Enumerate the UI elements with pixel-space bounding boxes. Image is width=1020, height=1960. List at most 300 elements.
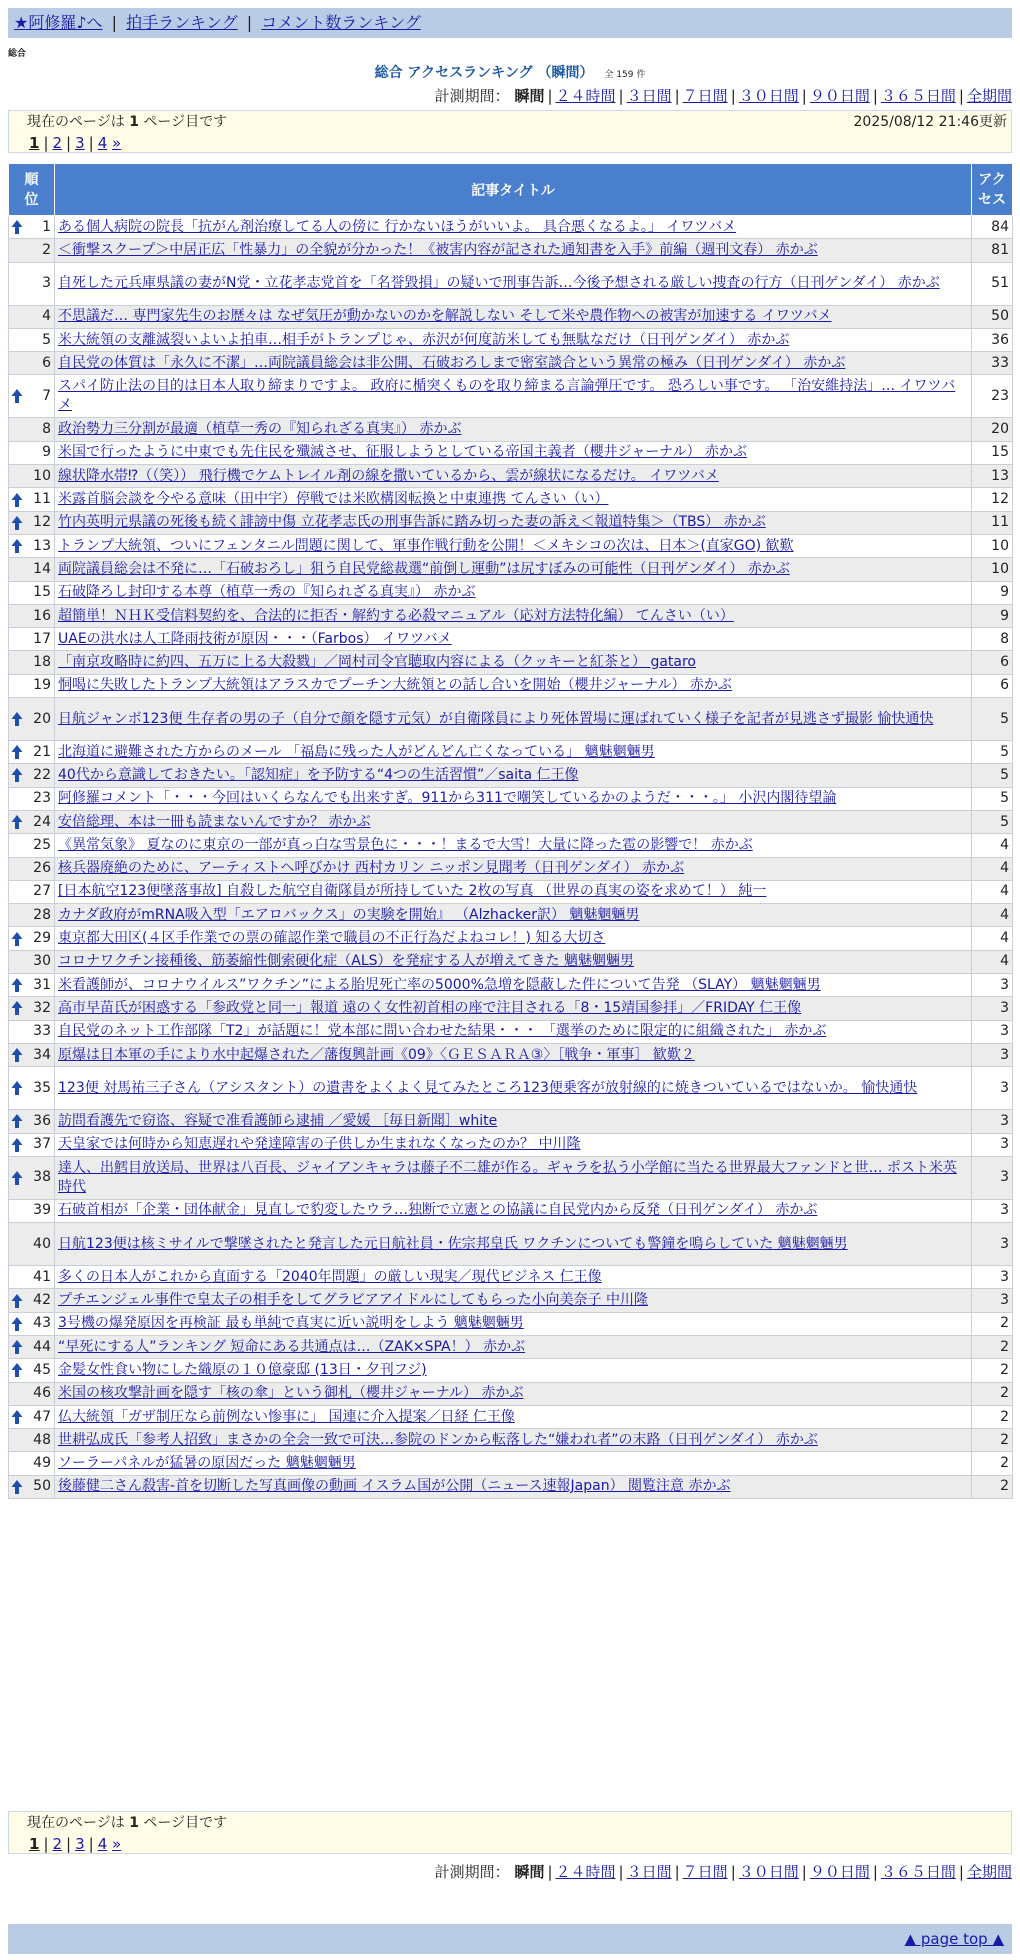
rank-up-arrow-icon bbox=[11, 977, 23, 993]
article-link[interactable]: ソーラーパネルが猛暑の原因だった 魑魅魍魎男 bbox=[58, 1455, 356, 1472]
title-cell bbox=[55, 674, 972, 697]
title-cell bbox=[55, 305, 972, 328]
article-link[interactable]: 東京都大田区(４区手作業での票の確認作業で職員の不正行為だよねコレ！) 知る大切さ bbox=[58, 930, 606, 947]
rank-number: 7 bbox=[42, 387, 51, 404]
access-count: 23 bbox=[972, 375, 1013, 418]
ranking-body bbox=[9, 216, 1013, 1499]
rank-number: 10 bbox=[33, 467, 51, 484]
title-cell bbox=[55, 1359, 972, 1382]
rank-cell bbox=[9, 651, 55, 674]
article-link[interactable]: 超簡単！ＮＨＫ受信料契約を、合法的に拒否・解約する必殺マニュアル（応対方法特化編） てんさい（い） bbox=[58, 607, 734, 624]
access-count: 5 bbox=[972, 741, 1013, 764]
period-separator: | bbox=[674, 1863, 680, 1881]
period-link[interactable]: ３６５日間 bbox=[880, 1863, 956, 1881]
rank-number: 34 bbox=[33, 1046, 51, 1063]
rank-cell bbox=[9, 1382, 55, 1405]
page-top-link[interactable]: ▲ page top ▲ bbox=[904, 1930, 1004, 1948]
table-row bbox=[9, 488, 1013, 511]
table-row bbox=[9, 1359, 1013, 1382]
access-count: 2 bbox=[972, 1475, 1013, 1498]
rank-up-arrow-icon bbox=[11, 1000, 23, 1016]
period-link[interactable]: 全期間 bbox=[966, 1863, 1012, 1881]
title-cell bbox=[55, 628, 972, 651]
article-link[interactable]: 線状降水帯⁉（（笑）） 飛行機でケムトレイル剤の線を撒いているから、雲が線状になるだけ。 イワツバメ bbox=[58, 467, 719, 484]
rank-cell bbox=[9, 1335, 55, 1358]
rank-cell bbox=[9, 558, 55, 581]
rank-number: 13 bbox=[33, 537, 51, 554]
rank-number: 37 bbox=[33, 1136, 51, 1153]
access-count: 3 bbox=[972, 1223, 1013, 1266]
period-link[interactable]: ９０日間 bbox=[809, 1863, 870, 1881]
article-link[interactable]: 米国の核攻撃計画を隠す「核の傘」という御札（櫻井ジャーナル） 赤かぶ bbox=[58, 1385, 524, 1402]
rank-number: 33 bbox=[33, 1023, 51, 1040]
table-row bbox=[9, 927, 1013, 950]
article-link[interactable]: 達人、出鱈目放送局、世界は八百長、ジャイアンキャラは藤子不二雄が作る。ギャラを払う小学館に当たる世界最大ファンドと世… ポスト米英時代 bbox=[58, 1159, 957, 1195]
title-cell bbox=[55, 375, 972, 418]
pager-next-link[interactable]: » bbox=[112, 134, 122, 152]
rank-number: 25 bbox=[33, 836, 51, 853]
rank-cell bbox=[9, 352, 55, 375]
rank-number: 3 bbox=[42, 275, 51, 292]
rank-cell bbox=[9, 904, 55, 927]
article-link[interactable]: 不思議だ… 専門家先生のお歴々は なぜ気圧が動かないのかを解説しない そして米や農作物への被害が加速する イワツバメ bbox=[58, 308, 832, 325]
article-link[interactable]: 米看護師が、コロナウイルス”ワクチン”による胎児死亡率の5000%急増を隠蔽した件について告発 （SLAY） 魑魅魍魎男 bbox=[58, 976, 821, 993]
table-row bbox=[9, 1289, 1013, 1312]
pager-current-page: 1 bbox=[29, 1835, 40, 1853]
period-separator: | bbox=[872, 87, 878, 105]
table-row bbox=[9, 604, 1013, 627]
current-page-text: 現在のページは 1 ページ目です bbox=[27, 114, 228, 130]
table-row bbox=[9, 628, 1013, 651]
table-row bbox=[9, 904, 1013, 927]
period-link[interactable]: ３日間 bbox=[626, 1863, 672, 1881]
period-label: 計測期間： bbox=[434, 87, 510, 105]
rank-number: 19 bbox=[33, 677, 51, 694]
rank-number: 8 bbox=[42, 421, 51, 438]
rank-number: 46 bbox=[33, 1385, 51, 1402]
pager-page-link[interactable]: 3 bbox=[75, 134, 85, 152]
period-link[interactable]: ３０日間 bbox=[738, 1863, 799, 1881]
title-cell bbox=[55, 904, 972, 927]
title-cell bbox=[55, 810, 972, 833]
period-link[interactable]: ３日間 bbox=[626, 87, 672, 105]
table-row bbox=[9, 352, 1013, 375]
title-cell bbox=[55, 741, 972, 764]
pager-separator: | bbox=[43, 134, 49, 152]
rank-cell bbox=[9, 262, 55, 305]
rank-number: 17 bbox=[33, 630, 51, 647]
table-row bbox=[9, 1475, 1013, 1498]
applause-ranking-link[interactable]: 拍手ランキング bbox=[126, 13, 238, 32]
article-link[interactable]: 両院議員総会は不発に…「石破おろし」狙う自民党総裁選“前倒し運動”は尻すぼみの可能性（日刊ゲンダイ） 赤かぶ bbox=[58, 560, 790, 577]
title-cell bbox=[55, 1020, 972, 1043]
title-cell bbox=[55, 787, 972, 810]
access-count: 9 bbox=[972, 604, 1013, 627]
article-link[interactable]: 40代から意識しておきたい。「認知症」を予防する“4つの生活習慣”／saita 仁王像 bbox=[58, 766, 579, 783]
period-separator: | bbox=[801, 1863, 807, 1881]
table-row bbox=[9, 1156, 1013, 1199]
article-link[interactable]: 阿修羅コメント「・・・今回はいくらなんでも出来すぎ。911から311で嘲笑しているかのようだ・・・。」 小沢内閣待望論 bbox=[58, 790, 837, 807]
period-separator: | bbox=[872, 1863, 878, 1881]
table-row bbox=[9, 764, 1013, 787]
table-row bbox=[9, 997, 1013, 1020]
article-link[interactable]: 123便 対馬祐三子さん（アシスタント）の遺書をよくよく見てみたところ123便乗客が放射線的に焼きついているではないか。 愉快通快 bbox=[58, 1079, 918, 1096]
article-link[interactable]: トランプ大統領、ついにフェンタニル問題に関して、軍事作戦行動を公開！＜メキシコの次は、日本＞(直家GO) 歓歎 bbox=[58, 537, 794, 554]
rank-cell bbox=[9, 857, 55, 880]
rank-up-arrow-icon bbox=[11, 1047, 23, 1063]
period-link[interactable]: ９０日間 bbox=[809, 87, 870, 105]
access-count: 5 bbox=[972, 764, 1013, 787]
pager-separator: | bbox=[88, 134, 94, 152]
access-count: 4 bbox=[972, 857, 1013, 880]
access-count: 3 bbox=[972, 1289, 1013, 1312]
table-row bbox=[9, 465, 1013, 488]
title-cell bbox=[55, 1133, 972, 1156]
article-link[interactable]: 高市早苗氏が困惑する「参政党と同一」報道 遠のく女性初首相の座で注目される「8・15靖国参拝」／FRIDAY 仁王像 bbox=[58, 999, 802, 1016]
article-link[interactable]: 米国で行ったように中東でも先住民を殲滅させ、征服しようとしている帝国主義者（櫻井ジャーナル） 赤かぶ bbox=[58, 444, 748, 461]
title-cell bbox=[55, 581, 972, 604]
rank-cell bbox=[9, 1266, 55, 1289]
access-count: 6 bbox=[972, 674, 1013, 697]
access-count: 4 bbox=[972, 904, 1013, 927]
page-info-bottom bbox=[8, 1811, 1012, 1854]
title-cell bbox=[55, 534, 972, 557]
title-cell bbox=[55, 418, 972, 441]
title-cell bbox=[55, 1067, 972, 1110]
title-cell bbox=[55, 1452, 972, 1475]
rank-cell bbox=[9, 974, 55, 997]
article-link[interactable]: 恫喝に失敗したトランプ大統領はアラスカでプーチン大統領との話し合いを開始（櫻井ジャーナル） 赤かぶ bbox=[58, 677, 732, 694]
period-link[interactable]: ７日間 bbox=[682, 1863, 728, 1881]
period-link[interactable]: 全期間 bbox=[966, 87, 1012, 105]
pager-next-link[interactable]: » bbox=[112, 1835, 122, 1853]
article-link[interactable]: 後藤健二さん殺害-首を切断した写真画像の動画 イスラム国が公開（ニュース速報Japan） 閲覧注意 赤かぶ bbox=[58, 1478, 731, 1495]
pager-separator: | bbox=[88, 1835, 94, 1853]
rank-cell bbox=[9, 465, 55, 488]
table-row bbox=[9, 674, 1013, 697]
article-link[interactable]: 仏大統領「ガザ制圧なら前例ない惨事に」 国連に介入提案／日経 仁王像 bbox=[58, 1408, 515, 1425]
article-link[interactable]: 自死した元兵庫県議の妻がN党・立花孝志党首を「名誉毀損」の疑いで刑事告訴…今後予想される厳しい捜査の行方（日刊ゲンダイ） 赤かぶ bbox=[58, 275, 940, 292]
rank-up-arrow-icon bbox=[11, 1293, 23, 1309]
article-link[interactable]: 自民党の体質は「永久に不潔」…両院議員総会は非公開、石破おろしまで密室談合という異常の極み（日刊ゲンダイ） 赤かぶ bbox=[58, 354, 846, 371]
table-row bbox=[9, 880, 1013, 903]
title-cell bbox=[55, 1382, 972, 1405]
article-link[interactable]: 《異常気象》 夏なのに東京の一部が真っ白な雪景色に・・・！まるで大雪！大量に降った雹の影響で！ 赤かぶ bbox=[58, 836, 753, 853]
title-cell bbox=[55, 1429, 972, 1452]
rank-number: 6 bbox=[42, 354, 51, 371]
rank-number: 20 bbox=[33, 710, 51, 727]
article-link[interactable]: 石破首相が「企業・団体献金」見直しで豹変したウラ…独断で立憲との協議に自民党内から反発（日刊ゲンダイ） 赤かぶ bbox=[58, 1202, 818, 1219]
rank-cell bbox=[9, 1289, 55, 1312]
comment-ranking-link[interactable]: コメント数ランキング bbox=[261, 13, 421, 32]
rank-cell bbox=[9, 1359, 55, 1382]
table-row bbox=[9, 1223, 1013, 1266]
access-count: 2 bbox=[972, 1312, 1013, 1335]
rank-up-arrow-icon bbox=[11, 1479, 23, 1495]
article-link[interactable]: 石破降ろし封印する本尊（植草一秀の『知られざる真実』） 赤かぶ bbox=[58, 584, 476, 601]
access-count: 4 bbox=[972, 927, 1013, 950]
rank-number: 4 bbox=[42, 308, 51, 325]
table-row bbox=[9, 1382, 1013, 1405]
rank-number: 41 bbox=[33, 1268, 51, 1285]
rank-number: 24 bbox=[33, 813, 51, 830]
access-count: 2 bbox=[972, 1429, 1013, 1452]
table-row bbox=[9, 328, 1013, 351]
rank-number: 45 bbox=[33, 1361, 51, 1378]
rank-up-arrow-icon bbox=[11, 1080, 23, 1096]
article-link[interactable]: 訪問看護先で窃盗、容疑で准看護師ら逮捕 ／愛媛 ［毎日新聞］white bbox=[58, 1112, 498, 1129]
table-row bbox=[9, 216, 1013, 239]
rank-number: 48 bbox=[33, 1431, 51, 1448]
access-count: 4 bbox=[972, 950, 1013, 973]
table-row bbox=[9, 511, 1013, 534]
title-cell bbox=[55, 1110, 972, 1133]
table-row bbox=[9, 262, 1013, 305]
pager-separator: | bbox=[43, 1835, 49, 1853]
home-link[interactable]: ★阿修羅♪へ bbox=[14, 13, 103, 32]
article-link[interactable]: 日航ジャンボ123便 生存者の男の子（自分で顔を隠す元気）が自衛隊員により死体置場に運ばれていく様子を記者が見逃さず撮影 愉快通快 bbox=[58, 710, 934, 727]
article-link[interactable]: 自民党のネット工作部隊「T2」が話題に！党本部に問い合わせた結果・・・ 「選挙のために限定的に組織された」 赤かぶ bbox=[58, 1023, 827, 1040]
table-row bbox=[9, 1312, 1013, 1335]
article-link[interactable]: 日航123便は核ミサイルで撃墜されたと発言した元日航社員・佐宗邦皇氏 ワクチンについても警鐘を鳴らしていた 魑魅魍魎男 bbox=[58, 1235, 848, 1252]
pager-page-link[interactable]: 4 bbox=[97, 1835, 108, 1853]
rank-number: 50 bbox=[33, 1478, 51, 1495]
article-link[interactable]: 米露首脳会談を今やる意味（田中宇）停戦では米欧構図転換と中東連携 てんさい（い） bbox=[58, 491, 609, 508]
title-cell bbox=[55, 488, 972, 511]
period-current: 瞬間 bbox=[514, 87, 545, 105]
rank-cell bbox=[9, 418, 55, 441]
rank-cell bbox=[9, 581, 55, 604]
period-selector-bottom bbox=[435, 1862, 1012, 1882]
rank-number: 18 bbox=[33, 654, 51, 671]
rank-cell bbox=[9, 1156, 55, 1199]
table-row bbox=[9, 1110, 1013, 1133]
nav-separator: | bbox=[111, 13, 118, 32]
rank-number: 27 bbox=[33, 883, 51, 900]
period-label: 計測期間： bbox=[434, 1863, 510, 1881]
title-cell bbox=[55, 216, 972, 239]
rank-cell bbox=[9, 698, 55, 741]
rank-cell bbox=[9, 1312, 55, 1335]
article-link[interactable]: 核兵器廃絶のために、アーティストへ呼びかけ 西村カリン ニッポン見聞考（日刊ゲンダイ） 赤かぶ bbox=[58, 860, 685, 877]
rank-number: 30 bbox=[33, 953, 51, 970]
rank-cell bbox=[9, 375, 55, 418]
access-count: 3 bbox=[972, 974, 1013, 997]
article-link[interactable]: 政治勢力三分割が最適（植草一秀の『知られざる真実』） 赤かぶ bbox=[58, 421, 462, 438]
rank-cell bbox=[9, 1067, 55, 1110]
header-rank: 順位 bbox=[9, 164, 55, 216]
access-count: 3 bbox=[972, 1067, 1013, 1110]
article-link[interactable]: 3号機の爆発原因を再検証 最も単純で真実に近い説明をしよう 魑魅魍魎男 bbox=[58, 1315, 524, 1332]
table-row bbox=[9, 1199, 1013, 1222]
article-link[interactable]: “早死にする人”ランキング 短命にある共通点は…（ZAK×SPA！） 赤かぶ bbox=[58, 1338, 526, 1355]
access-count: 12 bbox=[972, 488, 1013, 511]
title-cell bbox=[55, 511, 972, 534]
title-cell bbox=[55, 352, 972, 375]
rank-cell bbox=[9, 1405, 55, 1428]
article-link[interactable]: UAEの洪水は人工降雨技術が原因・・・（Farbos） イワツバメ bbox=[58, 630, 452, 647]
access-count: 10 bbox=[972, 558, 1013, 581]
period-separator: | bbox=[547, 87, 553, 105]
rank-cell bbox=[9, 1133, 55, 1156]
access-count: 2 bbox=[972, 1452, 1013, 1475]
article-link[interactable]: スパイ防止法の目的は日本人取り締まりですよ。 政府に楯突くものを取り締まる言論弾圧です。 恐ろしい事です。 「治安維持法」… イワツバメ bbox=[58, 378, 956, 414]
title-cell bbox=[55, 1266, 972, 1289]
rank-up-arrow-icon bbox=[11, 1339, 23, 1355]
rank-up-arrow-icon bbox=[11, 744, 23, 760]
article-link[interactable]: 世耕弘成氏「参考人招致」まさかの全会一致で可決…参院のドンから転落した“嫌われ者”の末路（日刊ゲンダイ） 赤かぶ bbox=[58, 1431, 818, 1448]
title-cell bbox=[55, 441, 972, 464]
access-count: 10 bbox=[972, 534, 1013, 557]
title-cell bbox=[55, 465, 972, 488]
period-link[interactable]: ３６５日間 bbox=[880, 87, 956, 105]
page-title-line bbox=[0, 62, 1020, 82]
title-cell bbox=[55, 857, 972, 880]
period-link[interactable]: ３０日間 bbox=[738, 87, 799, 105]
access-count: 51 bbox=[972, 262, 1013, 305]
rank-up-arrow-icon bbox=[11, 1316, 23, 1332]
title-cell bbox=[55, 1043, 972, 1066]
article-link[interactable]: 米大統領の支離滅裂いよいよ拍車…相手がトランプじゃ、赤沢が何度訪米しても無駄なだけ（日刊ゲンダイ） 赤かぶ bbox=[58, 331, 790, 348]
article-link[interactable]: 天皇家では何時から知恵遅れや発達障害の子供しか生まれなくなったのか？ 中川隆 bbox=[58, 1136, 581, 1153]
title-cell bbox=[55, 558, 972, 581]
table-row bbox=[9, 418, 1013, 441]
article-link[interactable]: カナダ政府がmRNA吸入型「エアロバックス」の実験を開始』 （Alzhacker訳） 魑魅魍魎男 bbox=[58, 906, 640, 923]
rank-up-arrow-icon bbox=[11, 515, 23, 531]
title-cell bbox=[55, 1156, 972, 1199]
table-row bbox=[9, 1335, 1013, 1358]
period-separator: | bbox=[674, 87, 680, 105]
rank-number: 42 bbox=[33, 1292, 51, 1309]
access-count: 2 bbox=[972, 1405, 1013, 1428]
title-cell bbox=[55, 974, 972, 997]
article-link[interactable]: 「南京攻略時に約四、五万に上る大殺戮」／岡村司令官聴取内容による（クッキーと紅茶と） gataro bbox=[58, 654, 696, 671]
rank-up-arrow-icon bbox=[11, 767, 23, 783]
table-row bbox=[9, 1405, 1013, 1428]
table-row bbox=[9, 741, 1013, 764]
table-row bbox=[9, 1020, 1013, 1043]
article-link[interactable]: 金髪女性食い物にした織原の１０億豪邸 (13日・夕刊フジ) bbox=[58, 1361, 427, 1378]
period-separator: | bbox=[618, 1863, 624, 1881]
period-separator: | bbox=[730, 1863, 736, 1881]
access-count: 84 bbox=[972, 216, 1013, 239]
access-count: 13 bbox=[972, 465, 1013, 488]
rank-number: 9 bbox=[42, 444, 51, 461]
article-link[interactable]: ある個人病院の院長「抗がん剤治療してる人の傍に 行かないほうがいいよ。 具合悪くなるよ。」 イワツバメ bbox=[58, 218, 737, 235]
article-link[interactable]: 竹内英明元県議の死後も続く誹謗中傷 立花孝志氏の刑事告訴に踏み切った妻の訴え＜報道特集＞（TBS） 赤かぶ bbox=[58, 514, 766, 531]
access-count: 9 bbox=[972, 581, 1013, 604]
table-row bbox=[9, 950, 1013, 973]
pager-page-link[interactable]: 4 bbox=[97, 134, 108, 152]
rank-number: 12 bbox=[33, 514, 51, 531]
article-link[interactable]: [日本航空123便墜落事故] 自殺した航空自衛隊員が所持していた 2枚の写真 （世界の真実の姿を求めて！） 純一 bbox=[58, 883, 767, 900]
table-row bbox=[9, 810, 1013, 833]
access-count: 2 bbox=[972, 1359, 1013, 1382]
pager-bottom bbox=[9, 1834, 1011, 1853]
article-link[interactable]: ＜衝撃スクープ＞中居正広「性暴力」の全貌が分かった！《被害内容が記された通知書を入手》前編（週刊文春） 赤かぶ bbox=[58, 241, 818, 258]
pager-page-link[interactable]: 3 bbox=[75, 1835, 85, 1853]
rank-number: 11 bbox=[33, 491, 51, 508]
title-cell bbox=[55, 604, 972, 627]
article-link[interactable]: 原爆は日本軍の手により水中起爆された／藩復興計画《09》〈ＧＥＳＡＲＡ③〉［戦争・軍事］ 歓歎２ bbox=[58, 1046, 695, 1063]
title-cell bbox=[55, 950, 972, 973]
table-row bbox=[9, 787, 1013, 810]
period-current: 瞬間 bbox=[514, 1863, 545, 1881]
bottom-bar bbox=[8, 1924, 1012, 1954]
rank-up-arrow-icon bbox=[11, 1170, 23, 1186]
table-row bbox=[9, 651, 1013, 674]
title-cell bbox=[55, 328, 972, 351]
table-row bbox=[9, 581, 1013, 604]
access-count: 8 bbox=[972, 628, 1013, 651]
rank-number: 26 bbox=[33, 860, 51, 877]
access-count: 6 bbox=[972, 651, 1013, 674]
article-link[interactable]: コロナワクチン接種後、筋萎縮性側索硬化症（ALS）を発症する人が増えてきた 魑魅魍魎男 bbox=[58, 953, 635, 970]
rank-up-arrow-icon bbox=[11, 1409, 23, 1425]
pager-current-page: 1 bbox=[29, 134, 40, 152]
access-count: 81 bbox=[972, 239, 1013, 262]
rank-up-arrow-icon bbox=[11, 1137, 23, 1153]
section-label: 総合 bbox=[8, 49, 27, 59]
rank-number: 35 bbox=[33, 1079, 51, 1096]
access-count: 3 bbox=[972, 1266, 1013, 1289]
period-link[interactable]: ７日間 bbox=[682, 87, 728, 105]
pager-top bbox=[9, 133, 1011, 152]
rank-cell bbox=[9, 328, 55, 351]
period-link[interactable]: ２４時間 bbox=[555, 1863, 616, 1881]
nav-separator: | bbox=[246, 13, 253, 32]
rank-cell bbox=[9, 239, 55, 262]
title-cell bbox=[55, 764, 972, 787]
table-row bbox=[9, 1067, 1013, 1110]
pager-page-link[interactable]: 2 bbox=[52, 134, 63, 152]
rank-cell bbox=[9, 1452, 55, 1475]
rank-cell bbox=[9, 488, 55, 511]
title-cell bbox=[55, 880, 972, 903]
article-link[interactable]: 多くの日本人がこれから直面する「2040年問題」の厳しい現実／現代ビジネス 仁王像 bbox=[58, 1268, 602, 1285]
rank-cell bbox=[9, 441, 55, 464]
table-row bbox=[9, 974, 1013, 997]
title-cell bbox=[55, 262, 972, 305]
page-title: 総合 アクセスランキング （瞬間） bbox=[374, 65, 594, 81]
rank-number: 28 bbox=[33, 906, 51, 923]
access-count: 50 bbox=[972, 305, 1013, 328]
access-count: 3 bbox=[972, 1156, 1013, 1199]
pager-separator: | bbox=[66, 134, 72, 152]
access-count: 4 bbox=[972, 880, 1013, 903]
rank-number: 15 bbox=[33, 584, 51, 601]
access-count: 33 bbox=[972, 352, 1013, 375]
rank-up-arrow-icon bbox=[11, 538, 23, 554]
period-link[interactable]: ２４時間 bbox=[555, 87, 616, 105]
rank-number: 5 bbox=[42, 331, 51, 348]
table-row bbox=[9, 375, 1013, 418]
pager-page-link[interactable]: 2 bbox=[52, 1835, 63, 1853]
access-count: 15 bbox=[972, 441, 1013, 464]
period-separator: | bbox=[547, 1863, 553, 1881]
rank-number: 2 bbox=[42, 241, 51, 258]
article-link[interactable]: 安倍総理、本は一冊も読まないんですか？ 赤かぶ bbox=[58, 813, 371, 830]
rank-cell bbox=[9, 787, 55, 810]
article-link[interactable]: 北海道に避難された方からのメール 「福島に残った人がどんどん亡くなっている」 魑魅魍魎男 bbox=[58, 743, 655, 760]
access-count: 3 bbox=[972, 1133, 1013, 1156]
rank-up-arrow-icon bbox=[11, 931, 23, 947]
title-cell bbox=[55, 997, 972, 1020]
ranking-table bbox=[8, 163, 1013, 1499]
rank-up-arrow-icon bbox=[11, 219, 23, 235]
table-row bbox=[9, 1133, 1013, 1156]
article-link[interactable]: プチエンジェル事件で皇太子の相手をしてグラビアアイドルにしてもらった小向美奈子 中川隆 bbox=[58, 1292, 648, 1309]
